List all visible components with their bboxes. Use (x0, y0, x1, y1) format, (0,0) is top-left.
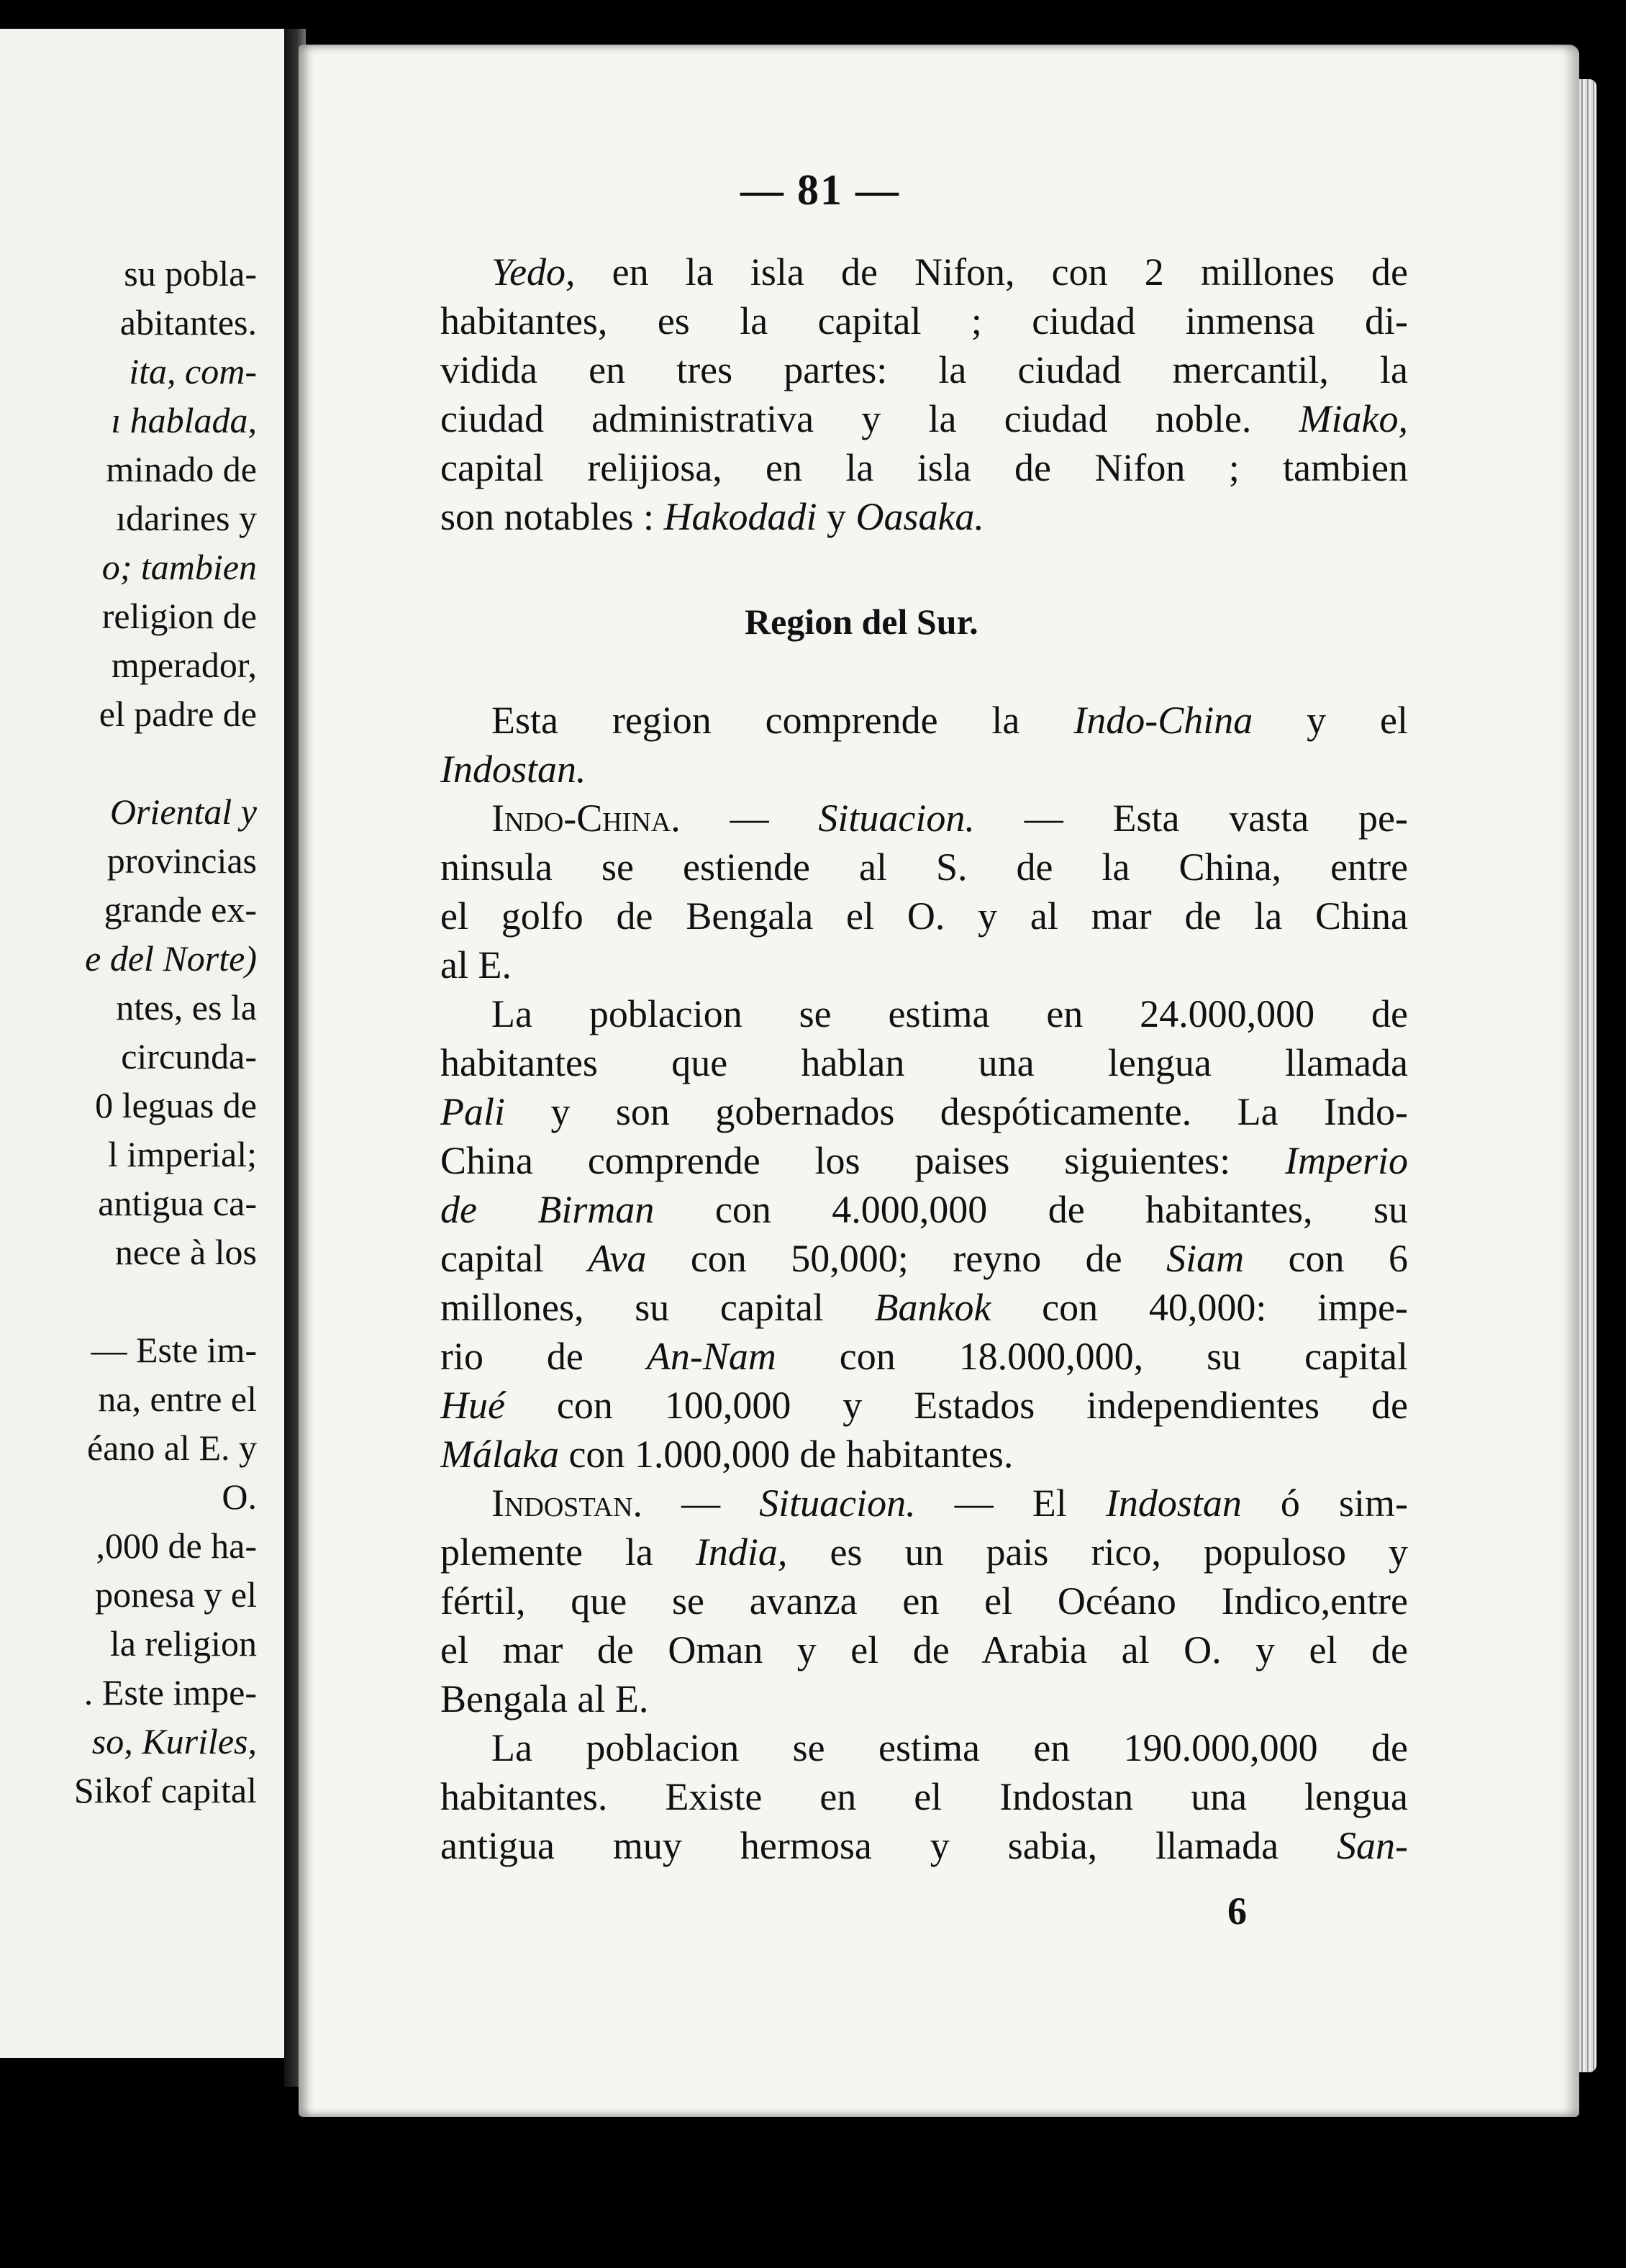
left-page-line: abitantes. (119, 302, 257, 343)
left-page-line: religion de (101, 596, 257, 636)
left-page-line: — Este im- (91, 1330, 257, 1370)
place-name-an-nam: An-Nam (646, 1335, 776, 1378)
line-text: ciudad administrativa y la ciudad noble. (440, 397, 1299, 440)
text-line: vidida en tres partes: la ciudad mercantil, la (440, 348, 1408, 391)
line-text: — (680, 797, 819, 840)
line-text: con 1.000,000 de habitantes. (558, 1433, 1014, 1476)
subsection-title-indostan: Indostan. (491, 1482, 642, 1525)
place-name-malaka: Málaka (440, 1433, 559, 1476)
left-page-line: o; tambien (101, 547, 257, 587)
place-name-indo-china: Indo-China (1073, 699, 1253, 742)
left-page-line: Oriental y (109, 791, 257, 832)
text-line (440, 1088, 1408, 1135)
text-line: el mar de Oman y el de Arabia al O. y el de (440, 1628, 1408, 1671)
text-line: habitantes, es la capital ; ciudad inmensa di- (440, 299, 1408, 343)
line-text: China comprende los paises siguientes: (440, 1139, 1286, 1182)
left-page-line: l imperial; (108, 1134, 257, 1174)
text-line (440, 1186, 1408, 1233)
previous-page (0, 29, 291, 2058)
text-line (440, 1430, 1408, 1478)
left-page-line: na, entre el (98, 1379, 257, 1419)
text-line: ninsula se estiende al S. de la China, entre (440, 845, 1408, 889)
place-name-india: India, (695, 1530, 788, 1574)
place-name-miako: Miako, (1299, 397, 1408, 440)
left-page-line: ıdarines y (116, 498, 257, 538)
left-page-line: provincias (106, 840, 257, 881)
language-name-san: San- (1337, 1824, 1408, 1867)
line-text: con 40,000: impe- (991, 1286, 1408, 1329)
left-page-line: su pobla- (124, 253, 257, 294)
left-page-line: mperador, (111, 645, 257, 685)
text-line (440, 1333, 1408, 1380)
left-page-line: ntes, es la (116, 987, 257, 1028)
place-name-yedo: Yedo, (491, 250, 576, 294)
line-text: — El (915, 1482, 1106, 1525)
line-text: — (642, 1482, 760, 1525)
text-line (440, 1284, 1408, 1331)
left-page-line: éano al E. y (86, 1428, 257, 1468)
text-line: habitantes. Existe en el Indostan una lengua (440, 1775, 1408, 1818)
signature-mark: 6 (1227, 1890, 1247, 1933)
line-text: capital (440, 1237, 589, 1280)
text-line: fértil, que se avanza en el Océano Indico,entre (440, 1579, 1408, 1623)
text-line (440, 395, 1408, 443)
text-line: al E. (440, 943, 512, 986)
left-page-line: so, Kuriles, (91, 1721, 257, 1761)
text-line: La poblacion se estima en 190.000,000 de (491, 1726, 1408, 1769)
place-name-oasaka: Oasaka. (855, 495, 984, 538)
left-page-line: 0 leguas de (95, 1085, 257, 1125)
language-name-pali: Pali (440, 1090, 505, 1133)
left-page-line: la religion (109, 1623, 257, 1664)
place-name-indostan: Indostan. (440, 748, 586, 791)
line-text: ó sim- (1241, 1482, 1408, 1525)
line-text: es un pais rico, populoso y (787, 1530, 1408, 1574)
left-page-line: ponesa y el (95, 1574, 257, 1615)
subsection-title-indo-china: Indo-China. (491, 797, 681, 840)
text-line (491, 794, 1408, 842)
line-text: con 100,000 y Estados independientes de (504, 1384, 1408, 1427)
label-situacion: Situacion. (759, 1482, 916, 1525)
line-text: y (817, 495, 856, 538)
left-page-line: antigua ca- (98, 1183, 257, 1223)
line-text: plemente la (440, 1530, 696, 1574)
text-line (440, 1528, 1408, 1576)
line-text: Esta region comprende la (491, 699, 1074, 742)
left-page-line: ,000 de ha- (96, 1525, 257, 1566)
line-text: son notables : (440, 495, 664, 538)
page-number: — 81 — (740, 166, 900, 214)
text-line (440, 493, 1408, 540)
label-situacion: Situacion. (818, 797, 975, 840)
place-name-bankok: Bankok (874, 1286, 991, 1329)
text-line (491, 1479, 1408, 1527)
line-text: millones, su capital (440, 1286, 875, 1329)
place-name-siam: Siam (1166, 1237, 1245, 1280)
text-line (491, 248, 1408, 296)
line-text: con 50,000; reyno de (646, 1237, 1167, 1280)
place-name-indostan: Indostan (1105, 1482, 1242, 1525)
text-line: el golfo de Bengala el O. y al mar de la China (440, 894, 1408, 938)
left-page-line: Sikof capital (73, 1770, 257, 1810)
place-name-hakodadi: Hakodadi (663, 495, 817, 538)
text-line (440, 745, 1408, 793)
text-line (440, 1382, 1408, 1429)
left-page-line: ı hablada, (111, 400, 257, 440)
place-name-birman: de Birman (440, 1188, 655, 1231)
text-line (440, 1822, 1408, 1869)
left-page-line: minado de (106, 449, 257, 489)
line-text: en la isla de Nifon, con 2 millones de (575, 250, 1408, 294)
place-name-ava: Ava (588, 1237, 647, 1280)
left-page-line: el padre de (99, 694, 257, 734)
text-line: habitantes que hablan una lengua llamada (440, 1041, 1408, 1084)
line-text: — Esta vasta pe- (974, 797, 1409, 840)
line-text: y son gobernados despóticamente. La Indo- (505, 1090, 1408, 1133)
page-edges (1579, 79, 1597, 2072)
text-line: capital relijiosa, en la isla de Nifon ; tambien (440, 446, 1408, 489)
text-line (440, 1235, 1408, 1282)
left-page-line: . Este impe- (83, 1672, 257, 1713)
text-line (491, 697, 1408, 744)
line-text: y el (1253, 699, 1408, 742)
line-text: con 4.000,000 de habitantes, su (654, 1188, 1408, 1231)
left-page-line: nece à los (114, 1232, 257, 1272)
text-line: Bengala al E. (440, 1677, 649, 1720)
section-heading: Region del Sur. (745, 602, 978, 642)
left-page-line: O. (222, 1477, 257, 1517)
text-line (440, 1137, 1408, 1184)
left-page-line: circunda- (121, 1036, 257, 1076)
line-text: con 6 (1244, 1237, 1409, 1280)
line-text: con 18.000,000, su capital (776, 1335, 1408, 1378)
text-line: La poblacion se estima en 24.000,000 de (491, 992, 1408, 1035)
left-page-line: grande ex- (104, 889, 257, 930)
place-name-imperio: Imperio (1285, 1139, 1408, 1182)
left-page-line: e del Norte) (85, 938, 257, 979)
left-page-line: ita, com- (129, 351, 257, 391)
line-text: antigua muy hermosa y sabia, llamada (440, 1824, 1337, 1867)
line-text: rio de (440, 1335, 647, 1378)
place-name-hue: Hué (440, 1384, 505, 1427)
